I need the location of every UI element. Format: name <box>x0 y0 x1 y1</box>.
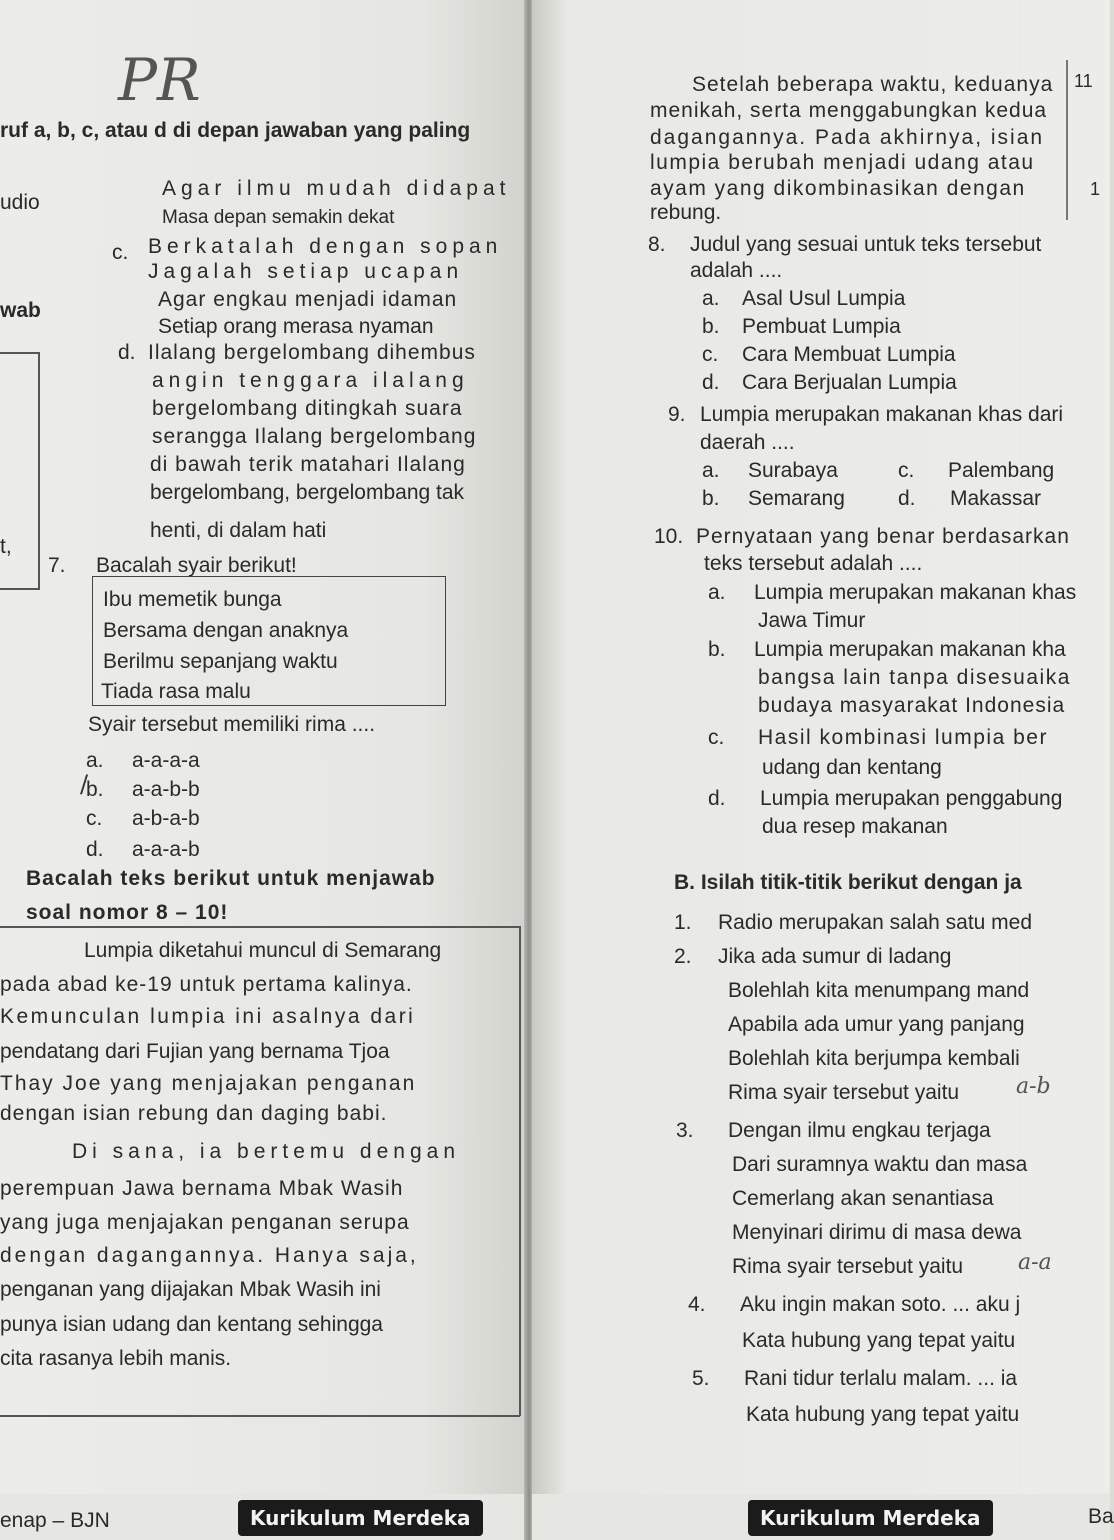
q10-option-d-line-2[interactable]: dua resep makanan <box>762 815 948 838</box>
b2-handwritten-answer: a-b <box>1016 1074 1051 1099</box>
q7-poem-line-2: Bersama dengan anaknya <box>103 619 349 642</box>
q7-option-a-letter[interactable]: a. <box>86 749 104 772</box>
passage-line-1: Lumpia diketahui muncul di Semarang <box>84 939 442 962</box>
q9-number: 9. <box>668 403 686 426</box>
q7-option-a-text[interactable]: a-a-a-a <box>132 749 200 772</box>
q8-line-2: adalah .... <box>690 259 783 282</box>
q8-option-d-text[interactable]: Cara Berjualan Lumpia <box>742 371 957 394</box>
option-d-letter: d. <box>118 341 136 364</box>
poem-top-line-1: Agar ilmu mudah didapat <box>162 177 511 200</box>
q8-option-b-letter[interactable]: b. <box>702 315 720 338</box>
q8-number: 8. <box>648 233 666 256</box>
q10-option-b-line-1[interactable]: Lumpia merupakan makanan kha <box>754 638 1066 661</box>
q9-option-c-letter[interactable]: c. <box>898 459 915 482</box>
q10-option-a-letter[interactable]: a. <box>708 581 726 604</box>
footer-badge: Kurikulum Merdeka <box>748 1500 993 1536</box>
passage-box-right-border <box>519 926 521 1416</box>
partial-text-t: t, <box>0 535 12 558</box>
q7-option-b-text[interactable]: a-a-b-b <box>132 778 200 801</box>
passage-cont-line-6: rebung. <box>650 201 722 224</box>
option-c-line-4: Setiap orang merasa nyaman <box>158 315 434 338</box>
q10-option-b-letter[interactable]: b. <box>708 638 726 661</box>
q10-option-c-letter[interactable]: c. <box>708 726 725 749</box>
q8-option-c-text[interactable]: Cara Membuat Lumpia <box>742 343 956 366</box>
passage-cont-line-4: lumpia berubah menjadi udang atau <box>650 151 1035 174</box>
q9-option-d-text[interactable]: Makassar <box>950 487 1042 510</box>
option-c-line-2: Jagalah setiap ucapan <box>148 260 464 283</box>
q7-poem-line-1: Ibu memetik bunga <box>103 588 282 611</box>
option-d-line-5: di bawah terik matahari Ilalang <box>150 453 466 476</box>
q8-line-1: Judul yang sesuai untuk teks tersebut <box>690 233 1042 256</box>
passage-line-5: Thay Joe yang menjajakan penganan <box>0 1072 417 1095</box>
b4-line-1: Aku ingin makan soto. ... aku j <box>740 1293 1021 1316</box>
b5-line-2: Kata hubung yang tepat yaitu <box>746 1403 1020 1426</box>
option-d-line-3: bergelombang ditingkah suara <box>152 397 463 420</box>
q10-option-c-line-2[interactable]: udang dan kentang <box>762 756 942 779</box>
q10-option-b-line-3[interactable]: budaya masyarakat Indonesia <box>758 694 1066 717</box>
b4-number: 4. <box>688 1293 706 1316</box>
b4-line-2: Kata hubung yang tepat yaitu <box>742 1329 1016 1352</box>
passage-cont-line-5: ayam yang dikombinasikan dengan <box>650 177 1026 200</box>
q8-option-d-letter[interactable]: d. <box>702 371 720 394</box>
q7-option-d-text[interactable]: a-a-a-b <box>132 838 200 861</box>
q10-option-b-line-2[interactable]: bangsa lain tanpa disesuaika <box>758 666 1071 689</box>
reading-instruction-line-1: Bacalah teks berikut untuk menjawab <box>26 867 436 890</box>
q7-question: Syair tersebut memiliki rima .... <box>88 713 376 736</box>
passage-line-3: Kemunculan lumpia ini asalnya dari <box>0 1005 416 1028</box>
q9-line-1: Lumpia merupakan makanan khas dari <box>700 403 1064 426</box>
divider-line <box>0 352 40 354</box>
b2-number: 2. <box>674 945 692 968</box>
reading-instruction-line-2: soal nomor 8 – 10! <box>26 901 229 924</box>
q10-option-c-line-1[interactable]: Hasil kombinasi lumpia ber <box>758 726 1048 749</box>
b3-line-4: Menyinari dirimu di masa dewa <box>732 1221 1022 1244</box>
passage-box-bottom-border <box>0 1415 520 1417</box>
passage-cont-line-2: menikah, serta menggabungkan kedua <box>650 99 1048 122</box>
b3-line-3: Cemerlang akan senantiasa <box>732 1187 994 1210</box>
b3-line-1: Dengan ilmu engkau terjaga <box>728 1119 991 1142</box>
b1-number: 1. <box>674 911 692 934</box>
footer-text: enap – BJN <box>0 1509 110 1532</box>
q9-option-a-text[interactable]: Surabaya <box>748 459 838 482</box>
b1-text: Radio merupakan salah satu med <box>718 911 1033 934</box>
right-page <box>532 0 1114 1540</box>
q8-option-c-letter[interactable]: c. <box>702 343 719 366</box>
q7-poem-line-3: Berilmu sepanjang waktu <box>103 650 338 673</box>
b2-line-3: Apabila ada umur yang panjang <box>728 1013 1025 1036</box>
option-d-line-6: bergelombang, bergelombang tak <box>150 481 465 504</box>
footer-badge: Kurikulum Merdeka <box>238 1500 483 1536</box>
q7-option-b-letter[interactable]: b. <box>86 778 104 801</box>
handwritten-initials: PR <box>118 46 201 114</box>
option-d-line-2: angin tenggara ilalang <box>152 369 469 392</box>
q10-option-d-line-1[interactable]: Lumpia merupakan penggabung <box>760 787 1063 810</box>
option-c-line-3: Agar engkau menjadi idaman <box>158 288 458 311</box>
b3-handwritten-answer: a-a <box>1018 1250 1052 1275</box>
instruction-text: ruf a, b, c, atau d di depan jawaban yang paling <box>0 119 471 142</box>
left-page <box>0 0 528 1540</box>
divider-line <box>0 588 40 590</box>
passage-line-7: Di sana, ia bertemu dengan <box>72 1140 460 1163</box>
q9-option-a-letter[interactable]: a. <box>702 459 720 482</box>
margin-line <box>1066 60 1068 220</box>
passage-box-top-border <box>0 926 520 928</box>
q7-number: 7. <box>48 554 66 577</box>
q9-option-b-text[interactable]: Semarang <box>748 487 845 510</box>
section-b-heading: B. Isilah titik-titik berikut dengan ja <box>674 871 1022 894</box>
passage-cont-line-1: Setelah beberapa waktu, keduanya <box>692 73 1054 96</box>
b2-line-5: Rima syair tersebut yaitu <box>728 1081 960 1104</box>
passage-line-13: cita rasanya lebih manis. <box>0 1347 232 1370</box>
passage-line-11: penganan yang dijajakan Mbak Wasih ini <box>0 1278 381 1301</box>
q7-option-c-text[interactable]: a-b-a-b <box>132 807 200 830</box>
q7-poem-line-4: Tiada rasa malu <box>101 680 251 703</box>
q7-option-c-letter[interactable]: c. <box>86 807 103 830</box>
check-mark-icon: / <box>80 770 89 798</box>
q10-option-a-line-1[interactable]: Lumpia merupakan makanan khas <box>754 581 1077 604</box>
option-d-line-7: henti, di dalam hati <box>150 519 327 542</box>
q10-option-a-line-2[interactable]: Jawa Timur <box>758 609 866 632</box>
b3-line-5: Rima syair tersebut yaitu <box>732 1255 964 1278</box>
q9-option-d-letter[interactable]: d. <box>898 487 916 510</box>
b5-number: 5. <box>692 1367 710 1390</box>
option-d-line-4: serangga Ilalang bergelombang <box>152 425 477 448</box>
page-number-mid: 1 <box>1090 179 1101 199</box>
q8-option-b-text[interactable]: Pembuat Lumpia <box>742 315 901 338</box>
b3-line-2: Dari suramnya waktu dan masa <box>732 1153 1028 1176</box>
q9-option-c-text[interactable]: Palembang <box>948 459 1055 482</box>
passage-cont-line-3: dagangannya. Pada akhirnya, isian <box>650 126 1045 149</box>
passage-line-2: pada abad ke-19 untuk pertama kalinya. <box>0 973 413 996</box>
b2-line-1: Jika ada sumur di ladang <box>718 945 952 968</box>
q7-text: Bacalah syair berikut! <box>96 554 297 577</box>
q9-option-b-letter[interactable]: b. <box>702 487 720 510</box>
passage-line-8: perempuan Jawa bernama Mbak Wasih <box>0 1177 404 1200</box>
b2-line-2: Bolehlah kita menumpang mand <box>728 979 1030 1002</box>
passage-line-4: pendatang dari Fujian yang bernama Tjoa <box>0 1040 390 1063</box>
partial-text-udio: udio <box>0 191 40 214</box>
q7-option-d-letter[interactable]: d. <box>86 838 104 861</box>
option-d-line-1: Ilalang bergelombang dihembus <box>148 341 476 364</box>
q10-line-2: teks tersebut adalah .... <box>704 552 923 575</box>
b5-line-1: Rani tidur terlalu malam. ... ia <box>744 1367 1018 1390</box>
divider-line <box>38 352 40 588</box>
q7-poem-box <box>92 576 446 706</box>
q8-option-a-letter[interactable]: a. <box>702 287 720 310</box>
partial-text-wab: wab <box>0 299 41 322</box>
q8-option-a-text[interactable]: Asal Usul Lumpia <box>742 287 906 310</box>
page-number-top: 11 <box>1074 71 1093 91</box>
q10-option-d-letter[interactable]: d. <box>708 787 726 810</box>
option-c-line-1: Berkatalah dengan sopan <box>148 235 503 258</box>
footer-right-text: Ba <box>1088 1505 1114 1528</box>
passage-line-9: yang juga menjajakan penganan serupa <box>0 1211 410 1234</box>
passage-line-10: dengan dagangannya. Hanya saja, <box>0 1244 419 1267</box>
passage-line-12: punya isian udang dan kentang sehingga <box>0 1313 383 1336</box>
q10-number: 10. <box>654 525 684 548</box>
poem-top-line-2: Masa depan semakin dekat <box>162 207 395 228</box>
b3-number: 3. <box>676 1119 694 1142</box>
q10-line-1: Pernyataan yang benar berdasarkan <box>696 525 1070 548</box>
passage-line-6: dengan isian rebung dan daging babi. <box>0 1102 388 1125</box>
option-c-letter: c. <box>112 241 129 264</box>
q9-line-2: daerah .... <box>700 431 795 454</box>
b2-line-4: Bolehlah kita berjumpa kembali <box>728 1047 1020 1070</box>
